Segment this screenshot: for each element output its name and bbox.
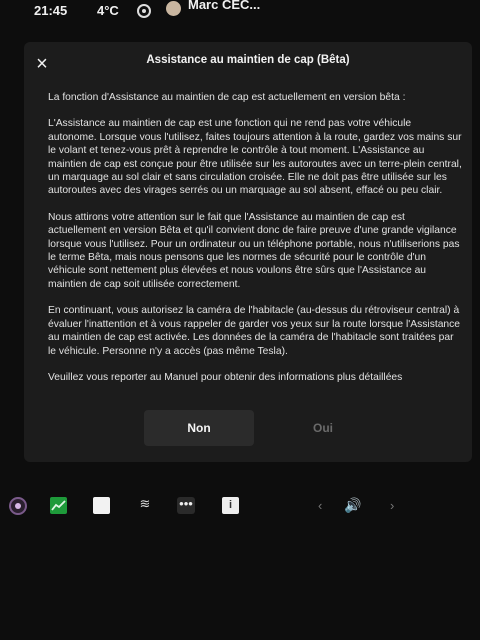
dialog-paragraph: En continuant, vous autorisez la caméra de l'habitacle (au-dessus du rétroviseur central) à évaluer l'inattention et à vous rappeler de garder vos yeux sur la route lorsque l'Assistance au maintien de cap est activée. Les données de la caméra de l'habitacle sont traitées par le véhicule. Personne n'y a accès (pas même Tesla). bbox=[48, 305, 461, 357]
fan-icon[interactable]: ≋ bbox=[139, 496, 151, 511]
avatar[interactable] bbox=[166, 1, 181, 16]
dialog-paragraph: Nous attirons votre attention sur le fait que l'Assistance au maintien de cap est actuellement en version Bêta et qu'il convient donc de faire preuve d'une grande vigilance lorsque vous l'utilisez. Pour un ordinateur ou un téléphone portable, nous n'utiliserions pas le terme Bêta, mais nous pensons que les normes de sécurité pour le contrôle d'un véhicule sont nettement plus élevées et nous voulons être sûrs que l'Assistance au maintien de cap soit utilisée correctement. bbox=[48, 211, 460, 290]
status-bar bbox=[0, 0, 480, 22]
dialog-intro: La fonction d'Assistance au maintien de cap est actuellement en version bêta : bbox=[48, 92, 406, 103]
dialog-paragraph: Veuillez vous reporter au Manuel pour obtenir des informations plus détaillées bbox=[48, 371, 403, 383]
dialog-buttons bbox=[144, 410, 378, 446]
connectivity-icon bbox=[137, 4, 151, 18]
notes-icon[interactable]: i bbox=[222, 497, 239, 514]
no-button[interactable]: Non bbox=[144, 410, 254, 446]
beta-disclaimer-dialog bbox=[24, 42, 472, 462]
clock: 21:45 bbox=[34, 3, 68, 18]
calendar-icon[interactable] bbox=[93, 497, 110, 514]
taskbar bbox=[0, 490, 480, 524]
user-name[interactable]: Marc CEC... bbox=[188, 0, 261, 12]
volume-icon[interactable]: 🔊 bbox=[344, 497, 362, 513]
dialog-title: Assistance au maintien de cap (Bêta) bbox=[146, 54, 350, 66]
chevron-left-icon[interactable]: ‹ bbox=[318, 498, 323, 513]
dialog-paragraph: L'Assistance au maintien de cap est une fonction qui ne rend pas votre véhicule autonome. Lorsque vous l'utilisez, faites toujours attention à la route, gardez vos mains sur le volant et tenez-vous prêt à reprendre le contrôle à tout moment. L'Assistance au maintien de cap est conçue pour être utilisée sur les autoroutes avec un terre-plein central, un marquage au sol clair et sans circulation croisée. Elle ne doit pas être utilisée sur les autoroutes avec des virages serrés ou un marquage au sol absent, effacé ou peu clair. bbox=[48, 118, 462, 197]
chart-icon[interactable] bbox=[50, 497, 67, 514]
yes-button[interactable]: Oui bbox=[313, 421, 333, 435]
dialog-body bbox=[48, 91, 462, 397]
chevron-right-icon[interactable]: › bbox=[390, 498, 395, 513]
more-icon[interactable]: ••• bbox=[177, 497, 195, 514]
temperature: 4°C bbox=[97, 3, 119, 18]
close-icon[interactable]: × bbox=[36, 53, 48, 75]
camera-icon[interactable] bbox=[9, 497, 27, 515]
